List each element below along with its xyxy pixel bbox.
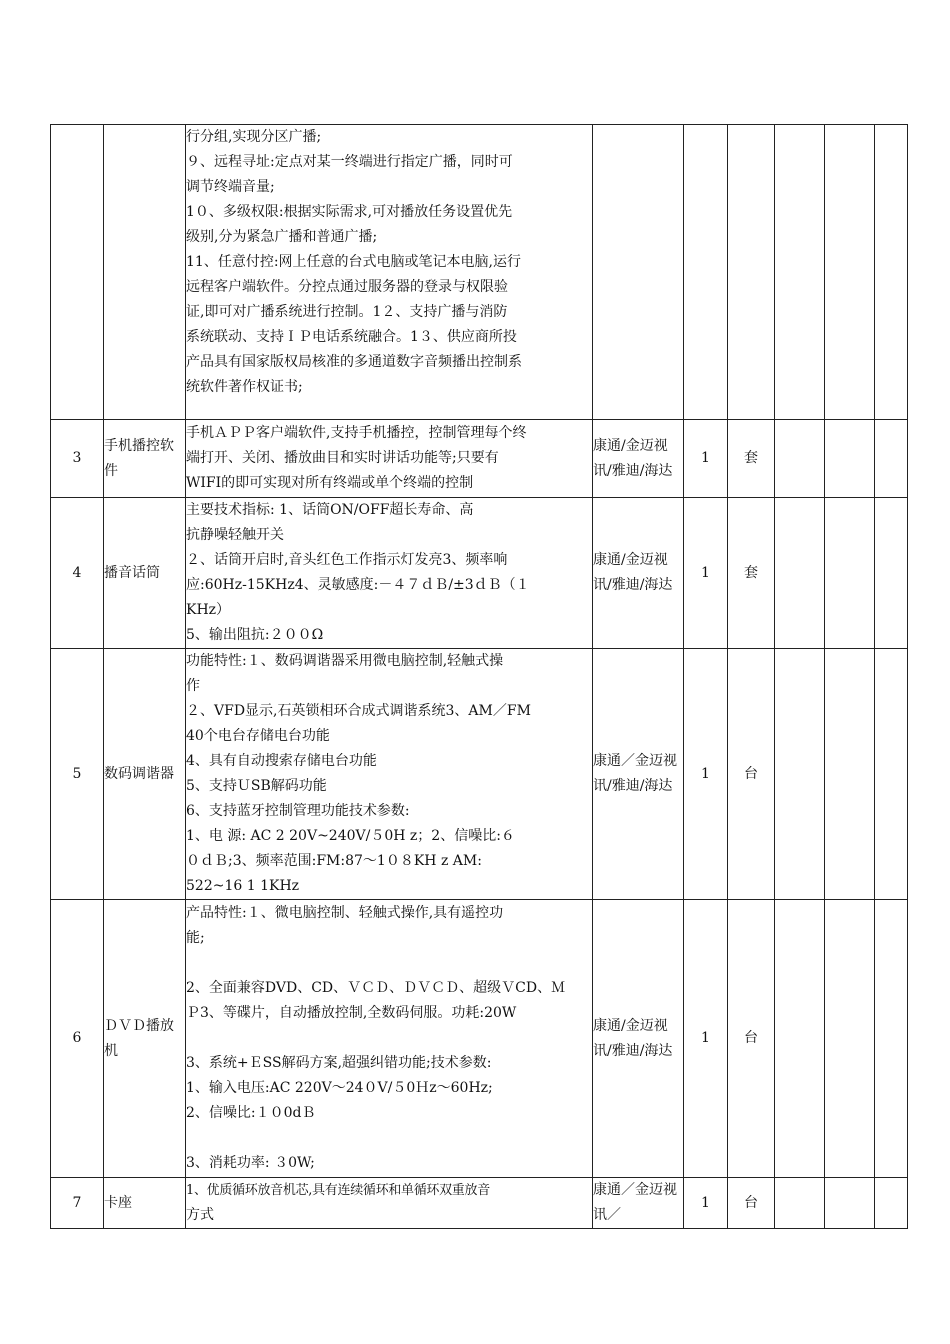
item-brand: 康通/金迈视讯/雅迪/海达 [593,498,684,649]
description-line: 2、全面兼容DVD、CD、ＶＣＤ、ＤＶＣＤ、超级ＶCD、Ｍ [186,980,566,996]
description-line: 40个电台存储电台功能 [186,728,330,744]
item-unit: 套 [728,420,775,498]
description-line: 应:60Hz-15KHz4、灵敏感度:－４７ｄＢ/±3ｄＢ（１ [186,577,530,593]
description-line: 远程客户端软件。分控点通过服务器的登录与权限验 [186,279,508,295]
item-number: 7 [51,1178,104,1229]
description-line: 2、信噪比:１０0dＢ [186,1105,316,1121]
table-row [51,125,908,420]
item-brand: 康通/金迈视讯/雅迪/海达 [593,900,684,1178]
item-number [51,125,104,420]
description-line: 6、支持蓝牙控制管理功能技术参数: [186,803,410,819]
item-number: 4 [51,498,104,649]
description-line: 证,即可对广播系统进行控制。1２、支持广播与消防 [186,304,508,320]
extra-cell [825,498,875,649]
description-line: 3、系统+ＥSS解码方案,超强纠错功能;技术参数: [186,1055,492,1071]
item-brand: 康通／金迈视讯/雅迪/海达 [593,649,684,900]
item-description [186,900,593,1178]
item-description [186,1178,593,1229]
description-line: 主要技术指标: 1、话筒ON/OFF超长寿命、高 [186,502,474,518]
item-unit [728,125,775,420]
item-quantity [684,125,728,420]
extra-cell [825,420,875,498]
item-unit: 台 [728,649,775,900]
spec-table [50,124,908,1229]
description-line: 11、任意付控:网上任意的台式电脑或笔记本电脑,运行 [186,254,521,270]
item-unit: 台 [728,900,775,1178]
description-line: 产品特性:１、微电脑控制、轻触式操作,具有遥控功 [186,905,504,921]
item-number: 6 [51,900,104,1178]
item-name: ＤＶＤ播放机 [104,900,186,1178]
extra-cell [875,900,908,1178]
description-line: 作 [186,678,200,694]
item-quantity: 1 [684,649,728,900]
table-row [51,420,908,498]
item-brand: 康通／金迈视讯／ [593,1178,684,1229]
table-row [51,498,908,649]
description-line: 系统联动、支持ＩＰ电话系统融合。1３、供应商所投 [186,329,517,345]
description-line: 统软件著作权证书; [186,379,303,395]
table-row [51,1178,908,1229]
description-line: ２、话筒开启时,音头红色工作指示灯发亮3、频率响 [186,552,508,568]
extra-cell [775,1178,825,1229]
extra-cell [875,1178,908,1229]
table-row [51,649,908,900]
table-row [51,900,908,1178]
description-line: 1、优质循环放音机芯,具有连续循环和单循环双重放音 [186,1183,490,1198]
item-brand: 康通/金迈视讯/雅迪/海达 [593,420,684,498]
item-description [186,498,593,649]
description-line [186,1126,592,1151]
item-quantity: 1 [684,900,728,1178]
description-line: 5、支持ＵSB解码功能 [186,778,327,794]
item-number: 5 [51,649,104,900]
description-line: 522~16 1 1KHz [186,878,300,894]
extra-cell [875,498,908,649]
item-name: 播音话筒 [104,498,186,649]
description-line: Ｐ3、等碟片，自动播放控制,全数码伺服。功耗:20W [186,1005,517,1021]
extra-cell [875,649,908,900]
description-line: 方式 [186,1207,214,1223]
description-line: 调节终端音量; [186,179,275,195]
extra-cell [775,649,825,900]
extra-cell [775,420,825,498]
description-line: 功能特性:１、数码调谐器采用微电脑控制,轻触式操 [186,653,504,669]
description-line: 1、电 源: AC 2 20V~240V/５0H z；2、信噪比:６ [186,828,515,844]
description-line [186,951,592,976]
description-line: KHz） [186,602,231,618]
extra-cell [875,420,908,498]
item-unit: 套 [728,498,775,649]
description-line: 5、输出阻抗:２００Ω [186,627,324,643]
description-line [186,1026,592,1051]
extra-cell [775,125,825,420]
extra-cell [825,900,875,1178]
item-number: 3 [51,420,104,498]
extra-cell [825,649,875,900]
description-line: ０ｄＢ;3、频率范围:FM:87～1０８KH z AM: [186,853,482,869]
item-quantity: 1 [684,420,728,498]
description-line: 级别,分为紧急广播和普通广播; [186,229,378,245]
item-name: 手机播控软件 [104,420,186,498]
description-line: 行分组,实现分区广播; [186,129,322,145]
extra-cell [825,125,875,420]
item-unit: 台 [728,1178,775,1229]
item-name: 卡座 [104,1178,186,1229]
item-brand [593,125,684,420]
description-line: 能; [186,930,205,946]
description-line: 手机ＡＰＰ客户端软件,支持手机播控，控制管理每个终 [186,425,527,441]
item-description [186,649,593,900]
description-line: 1、输入电压:AC 220V～24０V/５0Ｈz～60Hz; [186,1080,493,1096]
extra-cell [825,1178,875,1229]
item-name [104,125,186,420]
extra-cell [775,498,825,649]
description-line: 4、具有自动搜索存储电台功能 [186,753,377,769]
description-line: 3、消耗功率: ３0W; [186,1155,315,1171]
item-description [186,125,593,420]
description-line: 端打开、关闭、播放曲目和实时讲话功能等;只要有 [186,450,499,466]
item-description [186,420,593,498]
extra-cell [775,900,825,1178]
extra-cell [875,125,908,420]
description-line: 产品具有国家版权局核准的多通道数字音频播出控制系 [186,354,522,370]
description-line: 抗静噪轻触开关 [186,527,284,543]
item-quantity: 1 [684,1178,728,1229]
description-line: WIFI的即可实现对所有终端或单个终端的控制 [186,475,474,491]
description-line: ２、VFD显示,石英锁相环合成式调谐系统3、AM／FM [186,703,531,719]
description-line: ９、远程寻址:定点对某一终端进行指定广播，同时可 [186,154,513,170]
description-line: 1０、多级权限:根据实际需求,可对播放任务设置优先 [186,204,513,220]
item-quantity: 1 [684,498,728,649]
item-name: 数码调谐器 [104,649,186,900]
